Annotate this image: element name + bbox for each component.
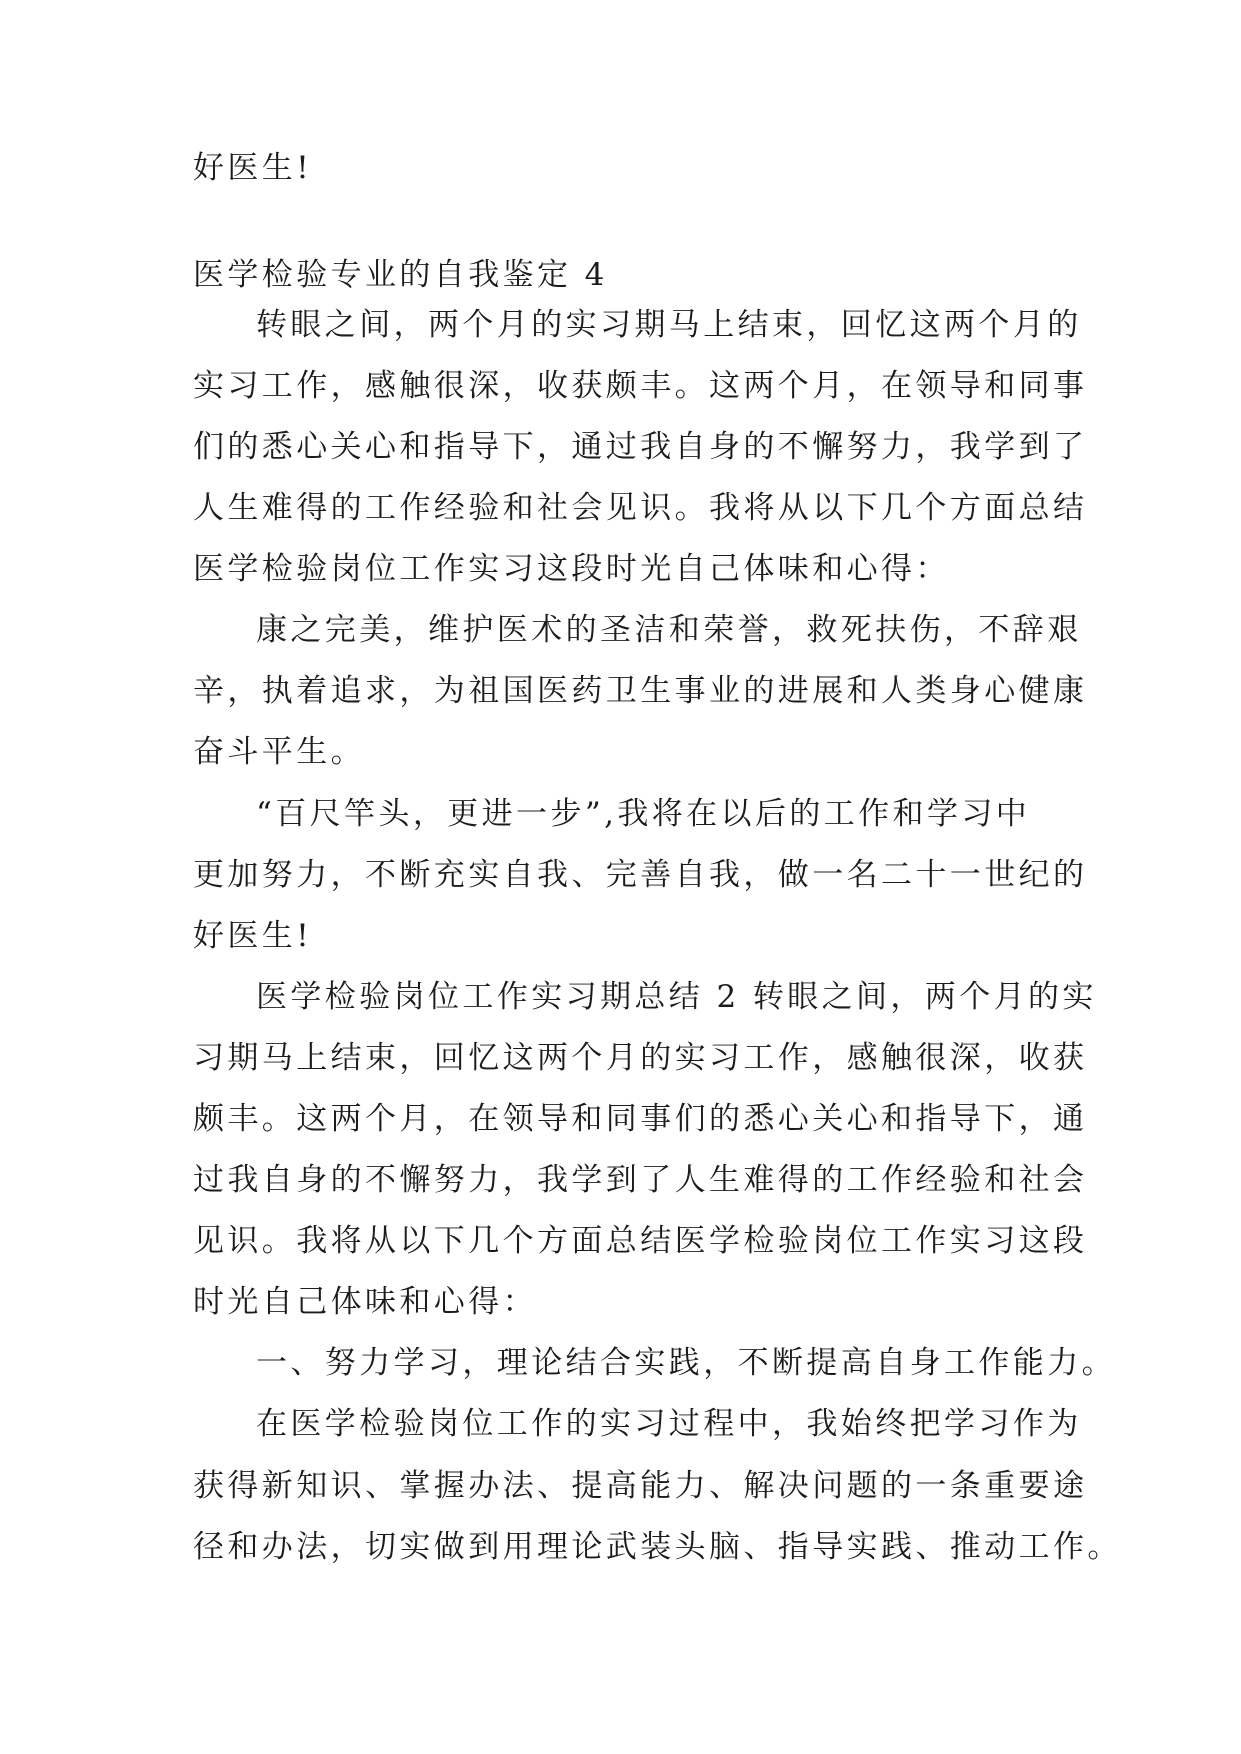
text-line: 一、努力学习，理论结合实践，不断提高自身工作能力。: [256, 1345, 1116, 1381]
text-line: 转眼之间，两个月的实习期马上结束，回忆这两个月的: [256, 307, 1082, 343]
text-line: 更加努力，不断充实自我、完善自我，做一名二十一世纪的: [193, 857, 1088, 893]
text-line: 径和办法，切实做到用理论武装头脑、指导实践、推动工作。: [193, 1529, 1122, 1565]
text-line: 奋斗平生。: [193, 734, 365, 770]
text-line: 好医生!: [193, 918, 313, 954]
text-line: 时光自己体味和心得：: [193, 1284, 537, 1320]
text-line: 医学检验岗位工作实习期总结 2 转眼之间，两个月的实: [256, 979, 1097, 1015]
text-line: 实习工作，感触很深，收获颇丰。这两个月，在领导和同事: [193, 368, 1088, 404]
text-line: 过我自身的不懈努力，我学到了人生难得的工作经验和社会: [193, 1162, 1088, 1198]
text-line: 在医学检验岗位工作的实习过程中，我始终把学习作为: [256, 1406, 1082, 1442]
text-line: 颇丰。这两个月，在领导和同事们的悉心关心和指导下，通: [193, 1101, 1088, 1137]
text-line: 习期马上结束，回忆这两个月的实习工作，感触很深，收获: [193, 1040, 1088, 1076]
text-line: 医学检验岗位工作实习这段时光自己体味和心得：: [193, 551, 950, 587]
text-line: 见识。我将从以下几个方面总结医学检验岗位工作实习这段: [193, 1223, 1088, 1259]
text-line: 辛，执着追求，为祖国医药卫生事业的进展和人类身心健康: [193, 673, 1088, 709]
text-line: 人生难得的工作经验和社会见识。我将从以下几个方面总结: [193, 490, 1088, 526]
text-line: 获得新知识、掌握办法、提高能力、解决问题的一条重要途: [193, 1468, 1088, 1504]
text-line: “百尺竿头，更进一步”,我将在以后的工作和学习中: [256, 796, 1031, 832]
text-line: 们的悉心关心和指导下，通过我自身的不懈努力，我学到了: [193, 429, 1088, 465]
text-line: 康之完美，维护医术的圣洁和荣誉，救死扶伤，不辞艰: [256, 612, 1082, 648]
text-line: 好医生!: [193, 150, 313, 186]
section-heading: 医学检验专业的自我鉴定 4: [193, 257, 608, 293]
